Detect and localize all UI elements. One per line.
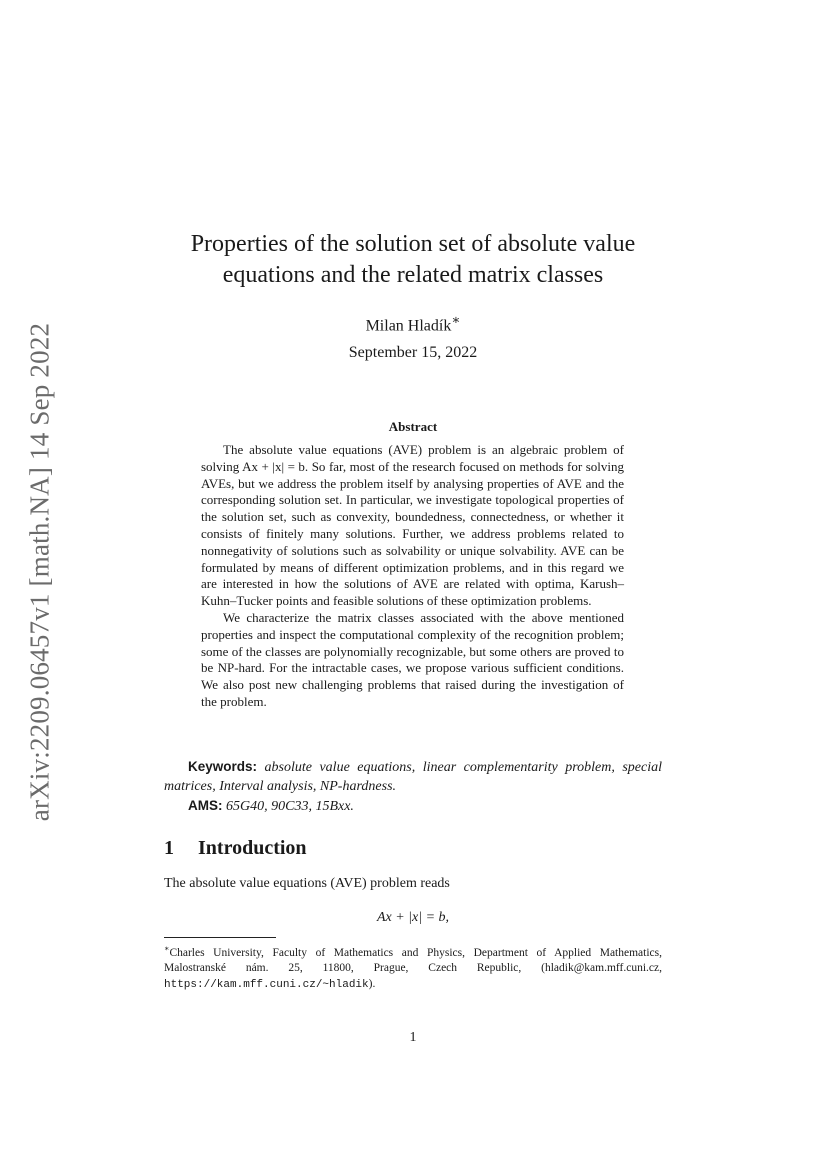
- author-line: [160, 312, 666, 335]
- title-line-2: equations and the related matrix classes: [222, 262, 604, 288]
- ams-line: [164, 796, 662, 816]
- section-heading-introduction: [164, 837, 307, 860]
- abstract-heading: Abstract: [388, 419, 438, 434]
- author-homepage-link[interactable]: https://kam.mff.cuni.cz/~hladik: [164, 978, 369, 991]
- ave-equation: Ax + |x| = b,: [376, 910, 450, 925]
- footnote-text: Charles University, Faculty of Mathematics and Physics, Department of Applied Mathematics, Malostranské nám. 25, 11800, Prague, Czech Republic, (hladik@kam.mff.cuni.cz,: [164, 946, 662, 975]
- abstract-body: [201, 442, 624, 711]
- abstract-paragraph-2: We characterize the matrix classes associated with the above mentioned properties and inspect the computational complexity of the recognition problem; some of the classes are polynomially recognizable, but some others are proved to be NP-hard. For the intractable cases, we propose various sufficient conditions. We also post new challenging problems that raised during the investigation of the problem.: [201, 609, 624, 709]
- author-footnote-marker: ∗: [451, 312, 461, 327]
- footnote-marker: ∗: [164, 944, 170, 953]
- intro-paragraph: The absolute value equations (AVE) problem reads: [164, 876, 450, 891]
- title-line-1: Properties of the solution set of absolute value: [190, 231, 636, 257]
- page-number: 1: [409, 1030, 417, 1045]
- keywords-text: absolute value equations, linear complementarity problem, special matrices, Interval analysis, NP-hardness.: [164, 760, 663, 794]
- footnote-divider: [164, 937, 276, 938]
- paper-date: September 15, 2022: [348, 344, 478, 361]
- footnote-close: ).: [368, 977, 376, 990]
- arxiv-identifier-stamp: [18, 312, 62, 832]
- keywords-line: [164, 757, 662, 796]
- abstract-paragraph-1: The absolute value equations (AVE) problem is an algebraic problem of solving Ax + |x| = b. So far, most of the research focused on methods for solving AVEs, but we address the problem itself by analysing properties of AVE and the corresponding solution set. In particular, we investigate topological properties of the solution set, such as convexity, boundedness, connectedness, or whether it consists of finitely many solutions. Further, we address problems related to nonnegativity of solutions such as solvability or unique solvability. AVE can be formulated by means of different optimization problems, and in this regard we are interested in how the solutions of AVE are related with optima, Karush–Kuhn–Tucker points and feasible solutions of these optimization problems.: [201, 442, 624, 609]
- keywords-block: [164, 757, 662, 816]
- author-name: Milan Hladík: [365, 317, 452, 335]
- ams-codes: 65G40, 90C33, 15Bxx.: [226, 799, 354, 814]
- ams-label: AMS:: [188, 798, 223, 813]
- paper-title: [160, 229, 666, 291]
- arxiv-identifier-text: arXiv:2209.06457v1 [math.NA] 14 Sep 2022: [24, 322, 55, 822]
- keywords-label: Keywords:: [188, 759, 258, 774]
- section-number: 1: [164, 837, 174, 859]
- affiliation-footnote: [164, 941, 662, 993]
- section-title: Introduction: [198, 837, 307, 859]
